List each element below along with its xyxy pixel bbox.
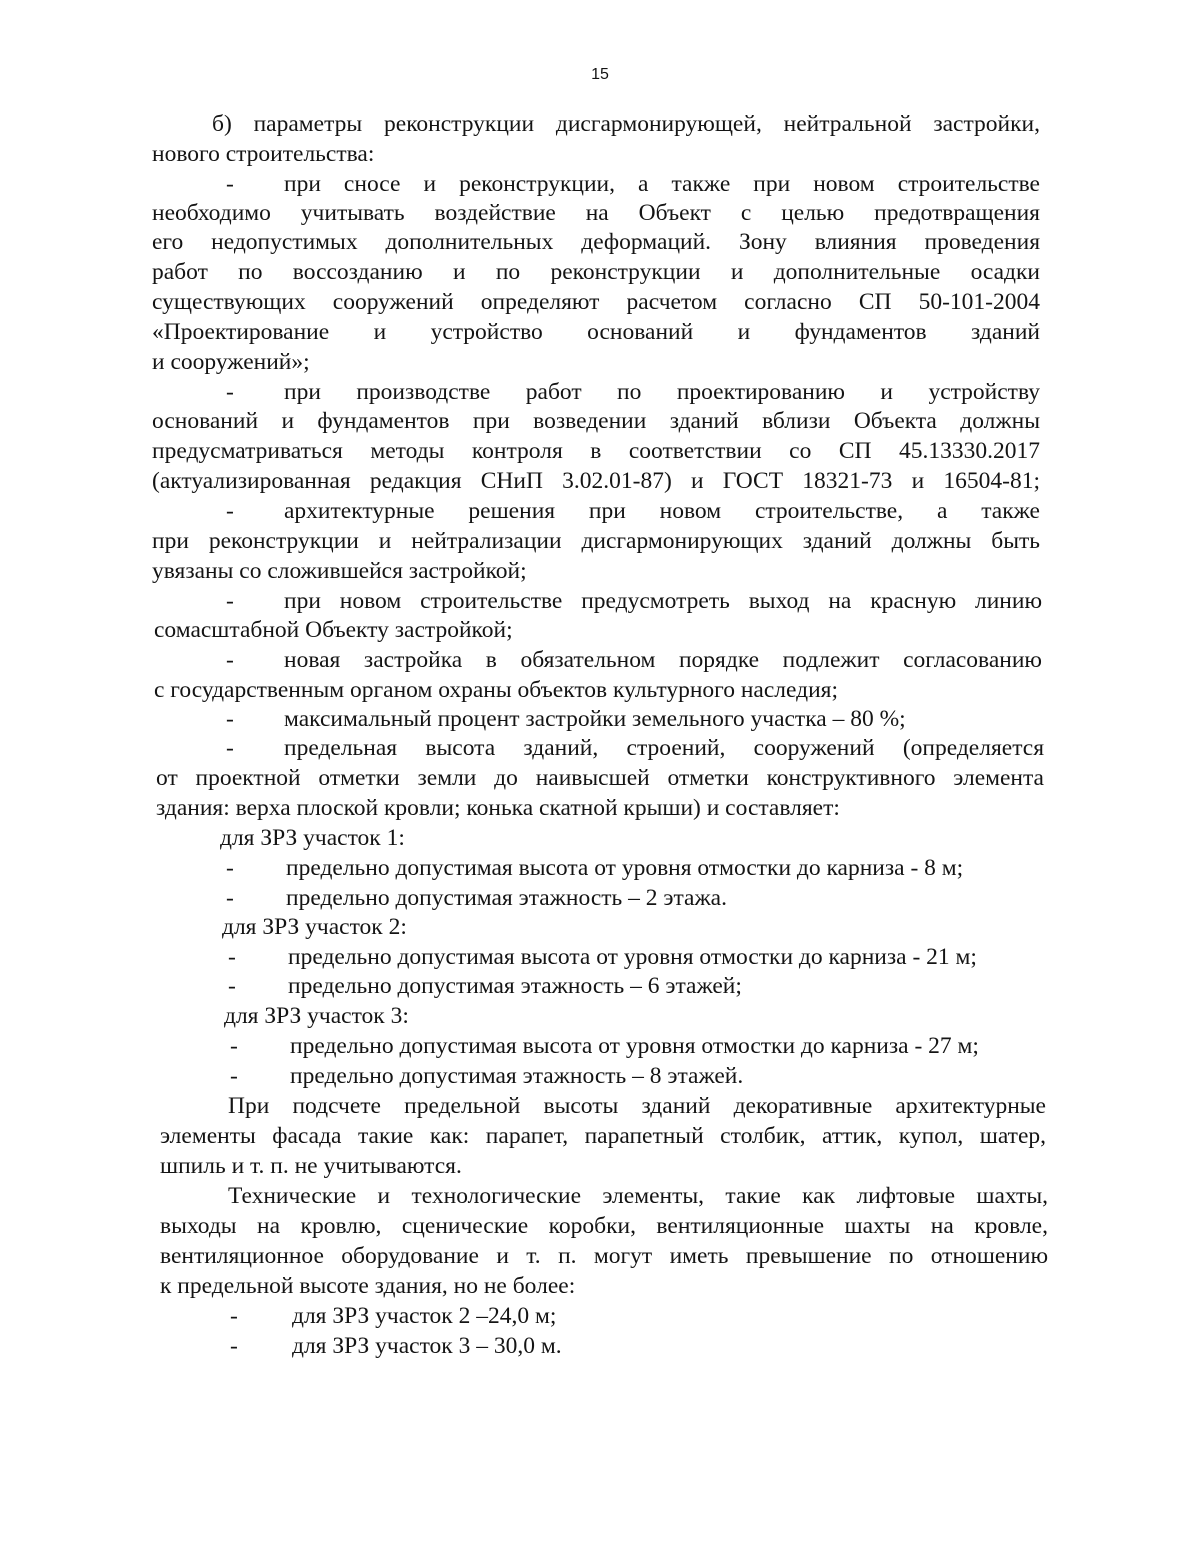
paragraph-line: шпиль и т. п. не учитываются. [160, 1153, 462, 1179]
list-item-line: при сносе и реконструкции, а также при новом строительстве [284, 171, 1040, 197]
list-item-line: существующих сооружений определяют расчетом согласно СП 50-101-2004 [152, 289, 1040, 315]
list-item-line: при новом строительстве предусмотреть выход на красную линию [284, 588, 1042, 614]
zone-item: предельно допустимая этажность – 2 этажа. [286, 885, 727, 911]
list-item-line: при реконструкции и нейтрализации дисгармонирующих зданий должны быть [152, 528, 1040, 554]
zone-title: для ЗРЗ участок 1: [220, 825, 405, 851]
list-item-line: новая застройка в обязательном порядке подлежит согласованию [284, 647, 1042, 673]
zone-item: предельно допустимая высота от уровня отмостки до карниза - 21 м; [288, 944, 977, 970]
paragraph-line: Технические и технологические элементы, такие как лифтовые шахты, [228, 1183, 1048, 1209]
list-item-line: оснований и фундаментов при возведении зданий вблизи Объекта должны [152, 408, 1040, 434]
list-item-line: при производстве работ по проектированию и устройству [284, 379, 1040, 405]
list-item-line: (актуализированная редакция СНиП 3.02.01-87) и ГОСТ 18321-73 и 16504-81; [152, 468, 1040, 494]
zone-item: предельно допустимая этажность – 8 этажей. [290, 1063, 744, 1089]
list-item-line: предусматриваться методы контроля в соответствии со СП 45.13330.2017 [152, 438, 1040, 464]
list-dash: - [226, 498, 234, 524]
list-item-line: и сооружений»; [152, 349, 310, 375]
paragraph-line: выходы на кровлю, сценические коробки, вентиляционные шахты на кровле, [160, 1213, 1048, 1239]
final-item: для ЗРЗ участок 3 – 30,0 м. [292, 1333, 562, 1359]
paragraph-line: элементы фасада такие как: парапет, парапетный столбик, аттик, купол, шатер, [160, 1123, 1046, 1149]
list-item-line: работ по воссозданию и по реконструкции и дополнительные осадки [152, 259, 1040, 285]
list-dash: - [230, 1303, 238, 1329]
list-dash: - [230, 1333, 238, 1359]
page-number: 15 [591, 66, 609, 83]
list-dash: - [226, 171, 234, 197]
final-item: для ЗРЗ участок 2 –24,0 м; [292, 1303, 557, 1329]
list-item-line: здания: верха плоской кровли; конька скатной крыши) и составляет: [156, 795, 840, 821]
list-item-line: необходимо учитывать воздействие на Объект с целью предотвращения [152, 200, 1040, 226]
heading-line: б) параметры реконструкции дисгармонирующей, нейтральной застройки, [212, 111, 1040, 137]
list-dash: - [226, 647, 234, 673]
list-item-line: предельная высота зданий, строений, сооружений (определяется [284, 735, 1044, 761]
paragraph-line: к предельной высоте здания, но не более: [160, 1273, 576, 1299]
paragraph-line: При подсчете предельной высоты зданий декоративные архитектурные [228, 1093, 1046, 1119]
list-item-line: максимальный процент застройки земельного участка – 80 %; [284, 706, 906, 732]
paragraph-line: вентиляционное оборудование и т. п. могут иметь превышение по отношению [160, 1243, 1048, 1269]
list-dash: - [226, 885, 234, 911]
zone-title: для ЗРЗ участок 3: [224, 1003, 409, 1029]
list-item-line: от проектной отметки земли до наивысшей отметки конструктивного элемента [156, 765, 1044, 791]
list-item-line: с государственным органом охраны объектов культурного наследия; [154, 677, 838, 703]
list-item-line: «Проектирование и устройство оснований и фундаментов зданий [152, 319, 1040, 345]
list-item-line: увязаны со сложившейся застройкой; [152, 558, 527, 584]
list-dash: - [226, 735, 234, 761]
list-dash: - [226, 855, 234, 881]
heading-line: нового строительства: [152, 141, 375, 167]
list-dash: - [226, 379, 234, 405]
zone-title: для ЗРЗ участок 2: [222, 914, 407, 940]
list-item-line: его недопустимых дополнительных деформаций. Зону влияния проведения [152, 229, 1040, 255]
zone-item: предельно допустимая высота от уровня отмостки до карниза - 8 м; [286, 855, 964, 881]
list-dash: - [228, 944, 236, 970]
zone-item: предельно допустимая этажность – 6 этажей; [288, 973, 742, 999]
list-dash: - [230, 1033, 238, 1059]
list-dash: - [230, 1063, 238, 1089]
list-dash: - [228, 973, 236, 999]
list-dash: - [226, 588, 234, 614]
list-item-line: сомасштабной Объекту застройкой; [154, 617, 513, 643]
list-item-line: архитектурные решения при новом строительстве, а также [284, 498, 1040, 524]
zone-item: предельно допустимая высота от уровня отмостки до карниза - 27 м; [290, 1033, 979, 1059]
list-dash: - [226, 706, 234, 732]
